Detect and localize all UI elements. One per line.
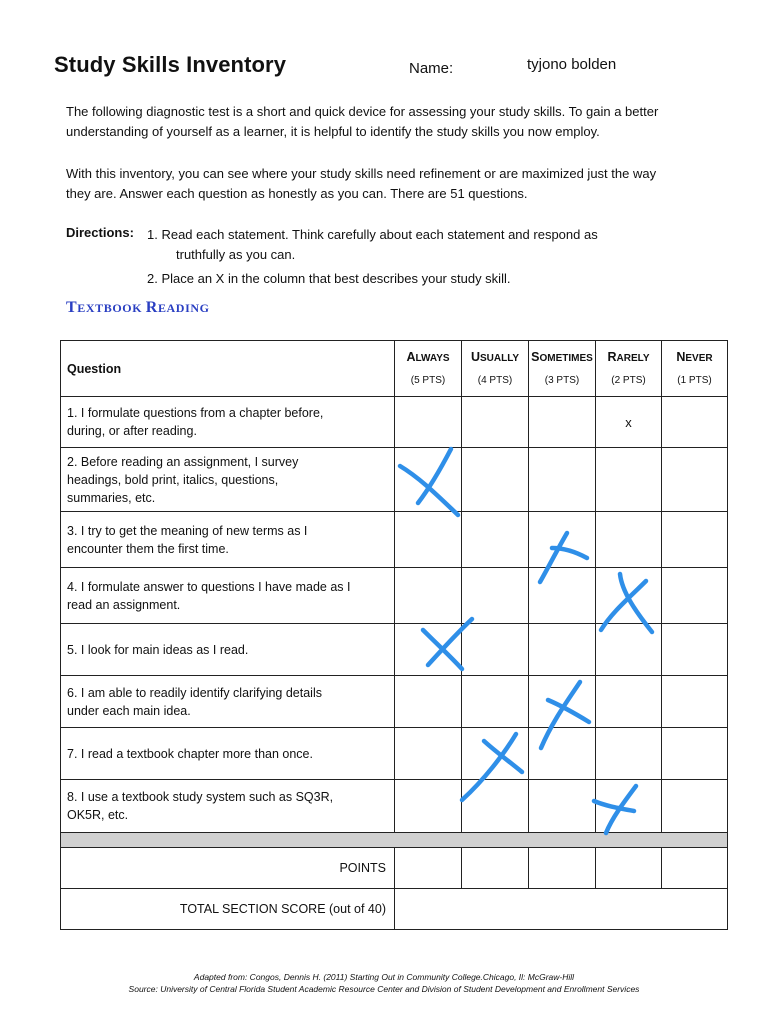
separator-cell: [61, 833, 728, 848]
answer-cell[interactable]: [529, 448, 596, 512]
answer-cell[interactable]: [662, 448, 728, 512]
answer-cell[interactable]: [462, 397, 529, 448]
answer-cell[interactable]: [462, 728, 529, 780]
answer-cell[interactable]: [462, 568, 529, 624]
footer-citation: Adapted from: Congos, Dennis H. (2011) Starting Out in Community College.Chicago, Il: McGraw-Hill: [193, 972, 575, 982]
directions-item-1: [147, 225, 647, 265]
col-header-usually: USUALLY (4 PTS): [462, 341, 529, 397]
answer-cell[interactable]: [662, 676, 728, 728]
answer-cell[interactable]: [662, 397, 728, 448]
answer-cell[interactable]: [395, 780, 462, 833]
question-cell: 5. I look for main ideas as I read.: [61, 624, 395, 676]
answer-cell[interactable]: [529, 780, 596, 833]
directions-item-2: 2. Place an X in the column that best describes your study skill.: [147, 271, 511, 286]
answer-cell[interactable]: [596, 448, 662, 512]
answer-cell[interactable]: [662, 728, 728, 780]
answer-cell[interactable]: [662, 624, 728, 676]
answer-cell[interactable]: [529, 568, 596, 624]
table-row: [61, 624, 728, 676]
answer-cell[interactable]: [529, 728, 596, 780]
table-row: [61, 512, 728, 568]
separator-row: [61, 833, 728, 848]
answer-cell[interactable]: [395, 728, 462, 780]
answer-cell[interactable]: [395, 568, 462, 624]
answer-cell[interactable]: [462, 448, 529, 512]
section-title: TEXTBOOK READING: [66, 299, 210, 316]
question-header: Question: [61, 341, 395, 397]
question-cell: 7. I read a textbook chapter more than once.: [61, 728, 395, 780]
page-title: Study Skills Inventory: [54, 52, 287, 77]
total-row: [61, 889, 728, 930]
footer-source: Source: University of Central Florida Student Academic Resource Center and Division of Student Development and Enrollment Services: [128, 984, 640, 994]
answer-cell[interactable]: [462, 512, 529, 568]
question-cell: 3. I try to get the meaning of new terms as I encounter them the first time.: [61, 512, 395, 568]
table-row: [61, 448, 728, 512]
directions-item-1-line1: 1. Read each statement. Think carefully about each statement and respond as: [147, 227, 598, 242]
col-header-always: ALWAYS (5 PTS): [395, 341, 462, 397]
table-header-row: [61, 341, 728, 397]
intro-paragraph-1: [66, 102, 726, 142]
answer-cell[interactable]: [596, 568, 662, 624]
answer-cell[interactable]: [462, 676, 529, 728]
answer-cell-typed-mark[interactable]: x: [596, 397, 662, 448]
table-row: [61, 568, 728, 624]
answer-cell[interactable]: [529, 676, 596, 728]
answer-cell[interactable]: [596, 624, 662, 676]
answer-cell[interactable]: [462, 624, 529, 676]
total-label: TOTAL SECTION SCORE (out of 40): [61, 889, 395, 930]
points-cell[interactable]: [462, 848, 529, 889]
answer-cell[interactable]: [395, 448, 462, 512]
question-cell: 1. I formulate questions from a chapter before, during, or after reading.: [61, 397, 395, 448]
intro-p1-line2: understanding of yourself as a learner, it is helpful to identify the study skills you now employ.: [66, 124, 600, 139]
points-row: [61, 848, 728, 889]
col-header-sometimes: SOMETIMES (3 PTS): [529, 341, 596, 397]
answer-cell[interactable]: [662, 568, 728, 624]
answer-cell[interactable]: [662, 780, 728, 833]
answer-cell[interactable]: [596, 780, 662, 833]
points-cell[interactable]: [662, 848, 728, 889]
answer-cell[interactable]: [529, 397, 596, 448]
answer-cell[interactable]: [529, 624, 596, 676]
points-label: POINTS: [61, 848, 395, 889]
answer-cell[interactable]: [395, 676, 462, 728]
answer-cell[interactable]: [662, 512, 728, 568]
points-cell[interactable]: [529, 848, 596, 889]
question-cell: 2. Before reading an assignment, I survey headings, bold print, italics, questions, summaries, etc.: [61, 448, 395, 512]
directions-label: Directions:: [66, 225, 134, 240]
answer-cell[interactable]: [596, 676, 662, 728]
intro-paragraph-2: [66, 164, 726, 204]
table-row: [61, 676, 728, 728]
answer-cell[interactable]: [395, 512, 462, 568]
directions-item-1-line2: truthfully as you can.: [176, 247, 296, 262]
answer-cell[interactable]: [395, 397, 462, 448]
points-cell[interactable]: [596, 848, 662, 889]
question-cell: 4. I formulate answer to questions I have made as I read an assignment.: [61, 568, 395, 624]
table-row: [61, 780, 728, 833]
col-header-never: NEVER (1 PTS): [662, 341, 728, 397]
name-value[interactable]: tyjono bolden: [527, 56, 617, 73]
points-cell[interactable]: [395, 848, 462, 889]
total-score-cell[interactable]: [395, 889, 728, 930]
answer-cell[interactable]: [462, 780, 529, 833]
question-cell: 8. I use a textbook study system such as SQ3R, OK5R, etc.: [61, 780, 395, 833]
inventory-table: [60, 340, 728, 930]
question-cell: 6. I am able to readily identify clarifying details under each main idea.: [61, 676, 395, 728]
answer-cell[interactable]: [596, 728, 662, 780]
intro-p2-line2: they are. Answer each question as honestly as you can. There are 51 questions.: [66, 186, 528, 201]
answer-cell[interactable]: [529, 512, 596, 568]
table-row: [61, 397, 728, 448]
answer-cell[interactable]: [395, 624, 462, 676]
name-label: Name:: [409, 60, 454, 77]
intro-p2-line1: With this inventory, you can see where your study skills need refinement or are maximized just the way: [66, 166, 657, 181]
table-row: [61, 728, 728, 780]
intro-p1-line1: The following diagnostic test is a short and quick device for assessing your study skills. To gain a better: [66, 104, 659, 119]
answer-cell[interactable]: [596, 512, 662, 568]
col-header-rarely: RARELY (2 PTS): [596, 341, 662, 397]
